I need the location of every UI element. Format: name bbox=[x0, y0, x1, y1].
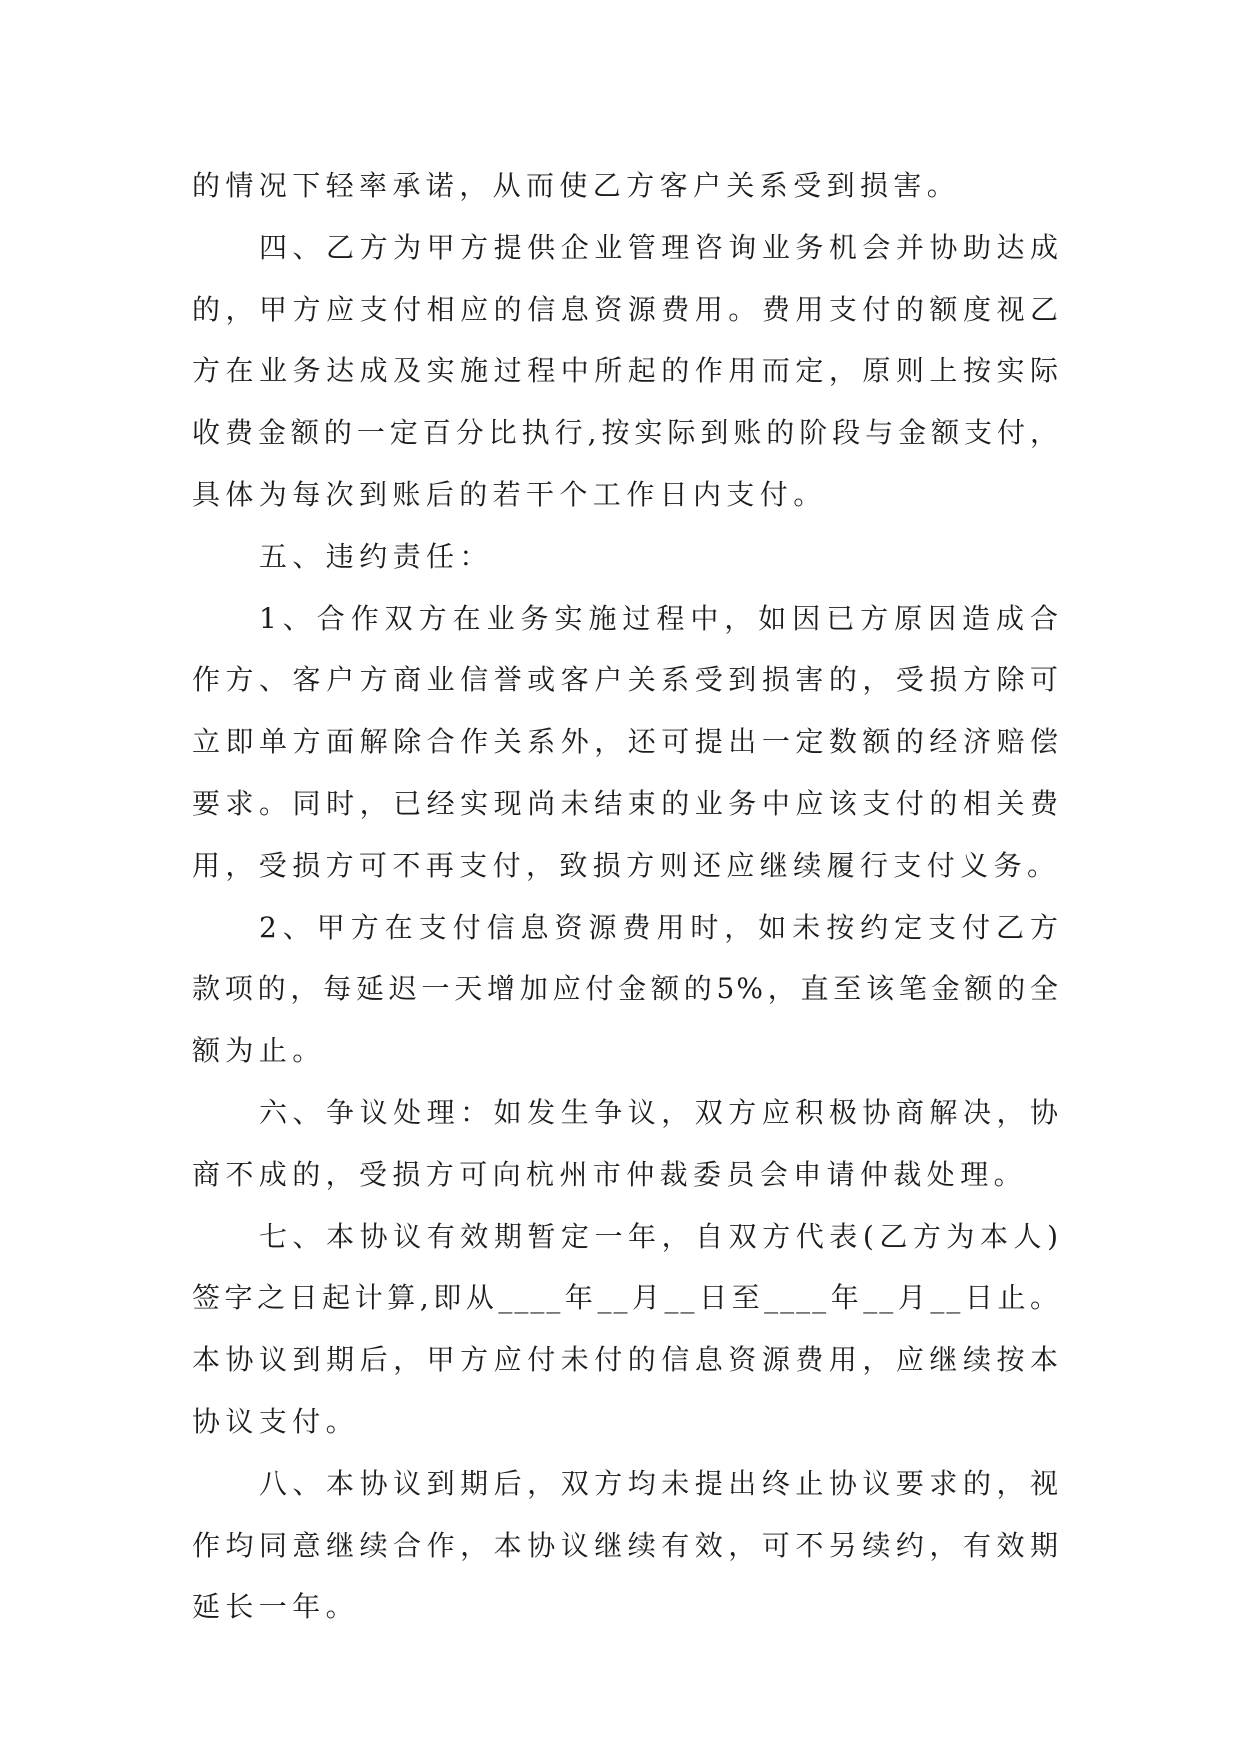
text-line: 立即单方面解除合作关系外，还可提出一定数额的经济赔偿 bbox=[192, 725, 1060, 759]
text-line: 要求。同时，已经实现尚未结束的业务中应该支付的相关费 bbox=[192, 786, 1060, 820]
text-line: 商不成的，受损方可向杭州市仲裁委员会申请仲裁处理。 bbox=[192, 1157, 1028, 1191]
paragraph-clause-5-item-1 bbox=[192, 588, 1060, 897]
text-line: 六、争议处理：如发生争议，双方应积极协商解决，协 bbox=[259, 1095, 1060, 1129]
text-line: 2、甲方在支付信息资源费用时，如未按约定支付乙方 bbox=[259, 910, 1060, 944]
paragraph-clause-7 bbox=[192, 1206, 1060, 1453]
text-line: 的情况下轻率承诺，从而使乙方客户关系受到损害。 bbox=[192, 169, 961, 202]
text-line: 款项的，每延迟一天增加应付金额的5%，直至该笔金额的全 bbox=[192, 972, 1060, 1006]
text-line: 作方、客户方商业信誉或客户关系受到损害的，受损方除可 bbox=[192, 663, 1060, 697]
text-line: 八、本协议到期后，双方均未提出终止协议要求的，视 bbox=[259, 1466, 1060, 1500]
text-line: 延长一年。 bbox=[192, 1590, 360, 1624]
document-body bbox=[192, 155, 1060, 1638]
text-line: 四、乙方为甲方提供企业管理咨询业务机会并协助达成 bbox=[259, 230, 1060, 264]
text-line: 用，受损方可不再支付，致损方则还应继续履行支付义务。 bbox=[192, 848, 1061, 882]
text-line: 签字之日起计算,即从____年__月__日至____年__月__日止。 bbox=[192, 1281, 1060, 1315]
text-line: 本协议到期后，甲方应付未付的信息资源费用，应继续按本 bbox=[192, 1343, 1060, 1377]
paragraph-continuation bbox=[192, 155, 1060, 217]
text-line: 方在业务达成及实施过程中所起的作用而定，原则上按实际 bbox=[192, 354, 1060, 388]
paragraph-clause-8 bbox=[192, 1453, 1060, 1638]
paragraph-clause-4 bbox=[192, 217, 1060, 526]
text-line: 七、本协议有效期暂定一年，自双方代表(乙方为本人) bbox=[259, 1219, 1060, 1253]
text-line: 收费金额的一定百分比执行,按实际到账的阶段与金额支付， bbox=[192, 416, 1060, 450]
paragraph-clause-5-heading bbox=[192, 526, 1060, 588]
section-heading: 五、违约责任： bbox=[259, 539, 493, 573]
text-line: 协议支付。 bbox=[192, 1404, 360, 1438]
text-line: 作均同意继续合作，本协议继续有效，可不另续约，有效期 bbox=[192, 1528, 1060, 1562]
text-line: 具体为每次到账后的若干个工作日内支付。 bbox=[192, 477, 827, 511]
paragraph-clause-6 bbox=[192, 1082, 1060, 1206]
text-line: 1、合作双方在业务实施过程中，如因已方原因造成合 bbox=[259, 601, 1060, 635]
paragraph-clause-5-item-2 bbox=[192, 897, 1060, 1082]
text-line: 的，甲方应支付相应的信息资源费用。费用支付的额度视乙 bbox=[192, 292, 1060, 326]
text-line: 额为止。 bbox=[192, 1034, 326, 1068]
